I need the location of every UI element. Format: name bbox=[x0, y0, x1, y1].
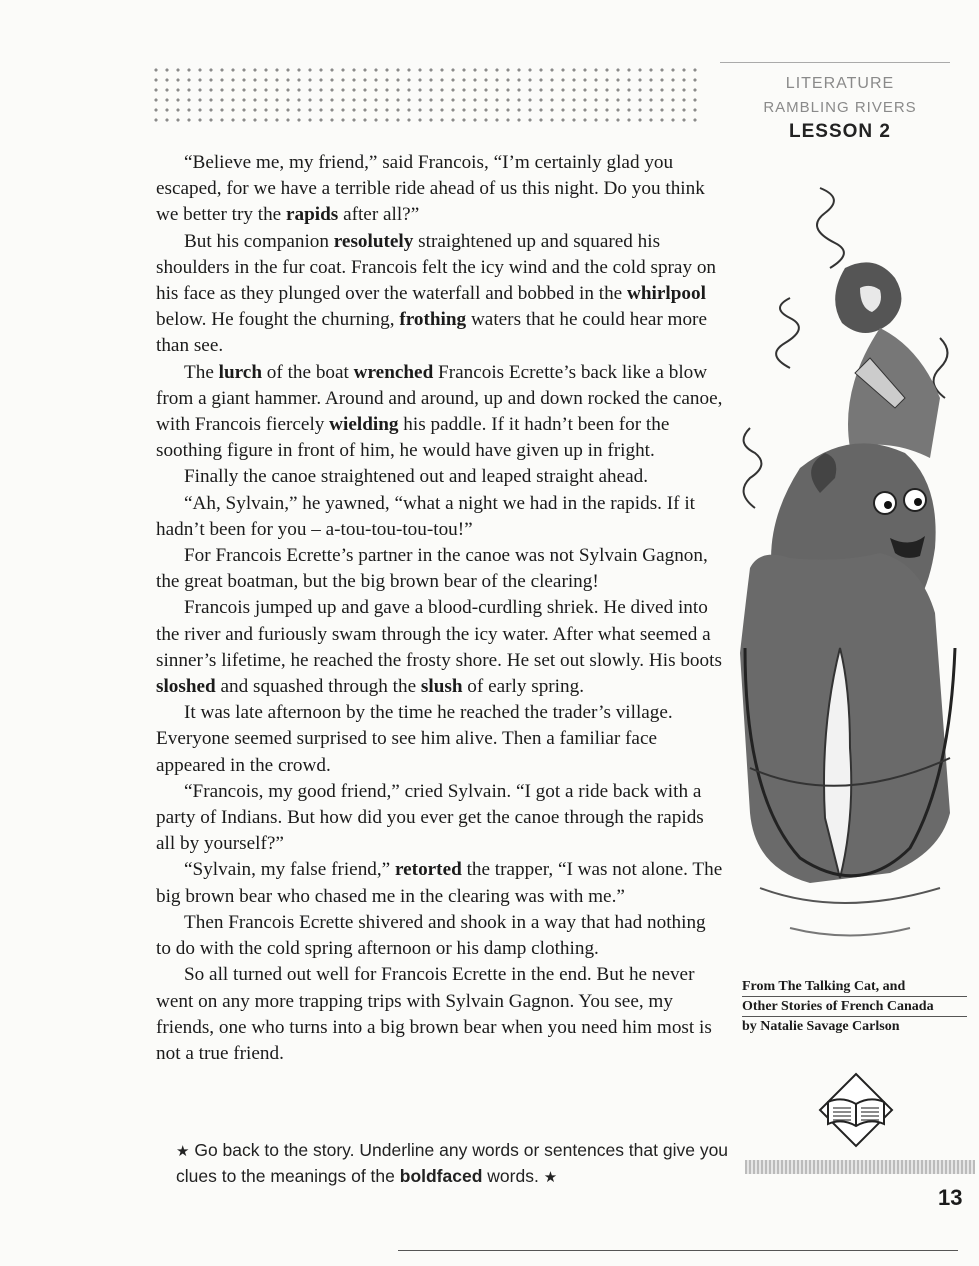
bear-canoe-illustration-icon bbox=[730, 148, 975, 958]
story-paragraph bbox=[156, 779, 724, 858]
decorative-bar bbox=[745, 1160, 975, 1174]
story-text-segment: For Francois Ecrette’s partner in the canoe was not Sylvain Gagnon, the great boatman, but the big brown bear of the clearing! bbox=[156, 545, 708, 593]
vocabulary-word: resolutely bbox=[333, 230, 414, 252]
lesson-header bbox=[740, 72, 940, 144]
story-paragraph bbox=[156, 150, 724, 229]
story-text bbox=[156, 150, 724, 1067]
story-text-segment: Francois Ecrette’s back like a blow from a giant hammer. Around and around, up and down rocked the canoe, with Francois fiercely bbox=[156, 361, 723, 436]
story-text-segment: “Sylvain, my false friend,” bbox=[184, 859, 395, 881]
vocabulary-word: slush bbox=[420, 676, 463, 698]
vocabulary-word: whirlpool bbox=[627, 283, 706, 305]
story-paragraph bbox=[156, 910, 724, 962]
story-paragraph bbox=[156, 464, 724, 490]
story-text-segment: “Francois, my good friend,” cried Sylvain. “I got a ride back with a party of Indians. But how did you ever get the canoe through the rapids all by yourself?” bbox=[156, 780, 704, 855]
story-text-segment: his paddle. If it hadn’t been for the soothing figure in front of him, he would have given up in fright. bbox=[156, 414, 670, 462]
instruction-text-end: words. bbox=[482, 1166, 539, 1186]
story-paragraph bbox=[156, 595, 724, 700]
bottom-rule bbox=[398, 1250, 958, 1251]
story-text-segment: Finally the canoe straightened out and leaped straight ahead. bbox=[184, 466, 649, 488]
vocabulary-word: rapids bbox=[286, 204, 339, 226]
vocabulary-word: retorted bbox=[395, 859, 462, 881]
story-paragraph bbox=[156, 700, 724, 779]
story-credit bbox=[742, 977, 967, 1036]
story-paragraph bbox=[156, 491, 724, 543]
vocabulary-word: lurch bbox=[218, 361, 262, 383]
story-text-segment: So all turned out well for Francois Ecrette in the end. But he never went on any more trapping trips with Sylvain Gagnon. You see, my friends, one who turns into a big brown bear when you need him most is not a true friend. bbox=[156, 964, 712, 1064]
credit-line-2: Other Stories of French Canada bbox=[742, 997, 967, 1017]
story-text-segment: of early spring. bbox=[462, 676, 584, 698]
story-text-segment: “Believe me, my friend,” said Francois, “I’m certainly glad you escaped, for we have a terrible ride ahead of us this night. Do you think we better try the bbox=[156, 152, 705, 226]
story-text-segment: after all?” bbox=[338, 204, 420, 226]
instruction-text-start: Go back to the story. Underline any words or sentences that give you clues to the meanings of the bbox=[176, 1140, 729, 1186]
activity-instruction bbox=[176, 1138, 736, 1190]
vocabulary-word: sloshed bbox=[156, 676, 216, 698]
lesson-label: LESSON 2 bbox=[789, 121, 891, 142]
story-text-segment: below. He fought the churning, bbox=[156, 309, 400, 331]
story-paragraph bbox=[156, 360, 724, 465]
decorative-pattern-band bbox=[152, 66, 700, 126]
story-text-segment: Francois jumped up and gave a blood-curdling shriek. He dived into the river and furiously swam through the icy water. After what seemed a sinner’s lifetime, he reached the frosty shore. He set out slowly. His boots bbox=[156, 597, 722, 671]
star-icon: ★ bbox=[543, 1169, 558, 1186]
story-text-segment: But his companion bbox=[184, 230, 334, 252]
vocabulary-word: wrenched bbox=[353, 361, 434, 383]
vocabulary-word: wielding bbox=[329, 414, 399, 436]
story-paragraph bbox=[156, 857, 724, 909]
story-paragraph bbox=[156, 229, 724, 360]
story-text-segment: Then Francois Ecrette shivered and shook in a way that had nothing to do with the cold spring afternoon or his damp clothing. bbox=[156, 911, 706, 960]
story-paragraph bbox=[156, 543, 724, 595]
subject-label: LITERATURE bbox=[785, 75, 895, 92]
story-text-segment: and squashed through the bbox=[215, 676, 421, 698]
story-text-segment: The bbox=[184, 361, 219, 383]
page-number: 13 bbox=[938, 1185, 963, 1210]
header-rule bbox=[720, 62, 950, 63]
story-paragraph bbox=[156, 962, 724, 1067]
story-text-segment: waters that he could hear more than see. bbox=[156, 309, 707, 357]
open-book-icon bbox=[818, 1072, 894, 1148]
story-text-segment: straightened up and squared his shoulders in the fur coat. Francois felt the icy wind and the cold spray on his face as they plunged over the waterfall and bobbed in the bbox=[156, 230, 717, 305]
credit-line-3: by Natalie Savage Carlson bbox=[742, 1019, 900, 1034]
unit-label: RAMBLING RIVERS bbox=[763, 99, 917, 116]
vocabulary-word: frothing bbox=[399, 309, 467, 331]
instruction-bold-word: boldfaced bbox=[399, 1166, 483, 1186]
story-text-segment: the trapper, “I was not alone. The big brown bear who chased me in the clearing was with me.” bbox=[156, 859, 723, 907]
story-text-segment: “Ah, Sylvain,” he yawned, “what a night we had in the rapids. If it hadn’t been for you – a-tou-tou-tou-tou!” bbox=[156, 492, 695, 540]
story-text-segment: It was late afternoon by the time he reached the trader’s village. Everyone seemed surprised to see him alive. Then a familiar face appeared in the crowd. bbox=[156, 702, 673, 776]
story-text-segment: of the boat bbox=[262, 361, 354, 383]
credit-line-1: From The Talking Cat, and bbox=[742, 977, 967, 997]
star-icon: ★ bbox=[176, 1143, 190, 1160]
